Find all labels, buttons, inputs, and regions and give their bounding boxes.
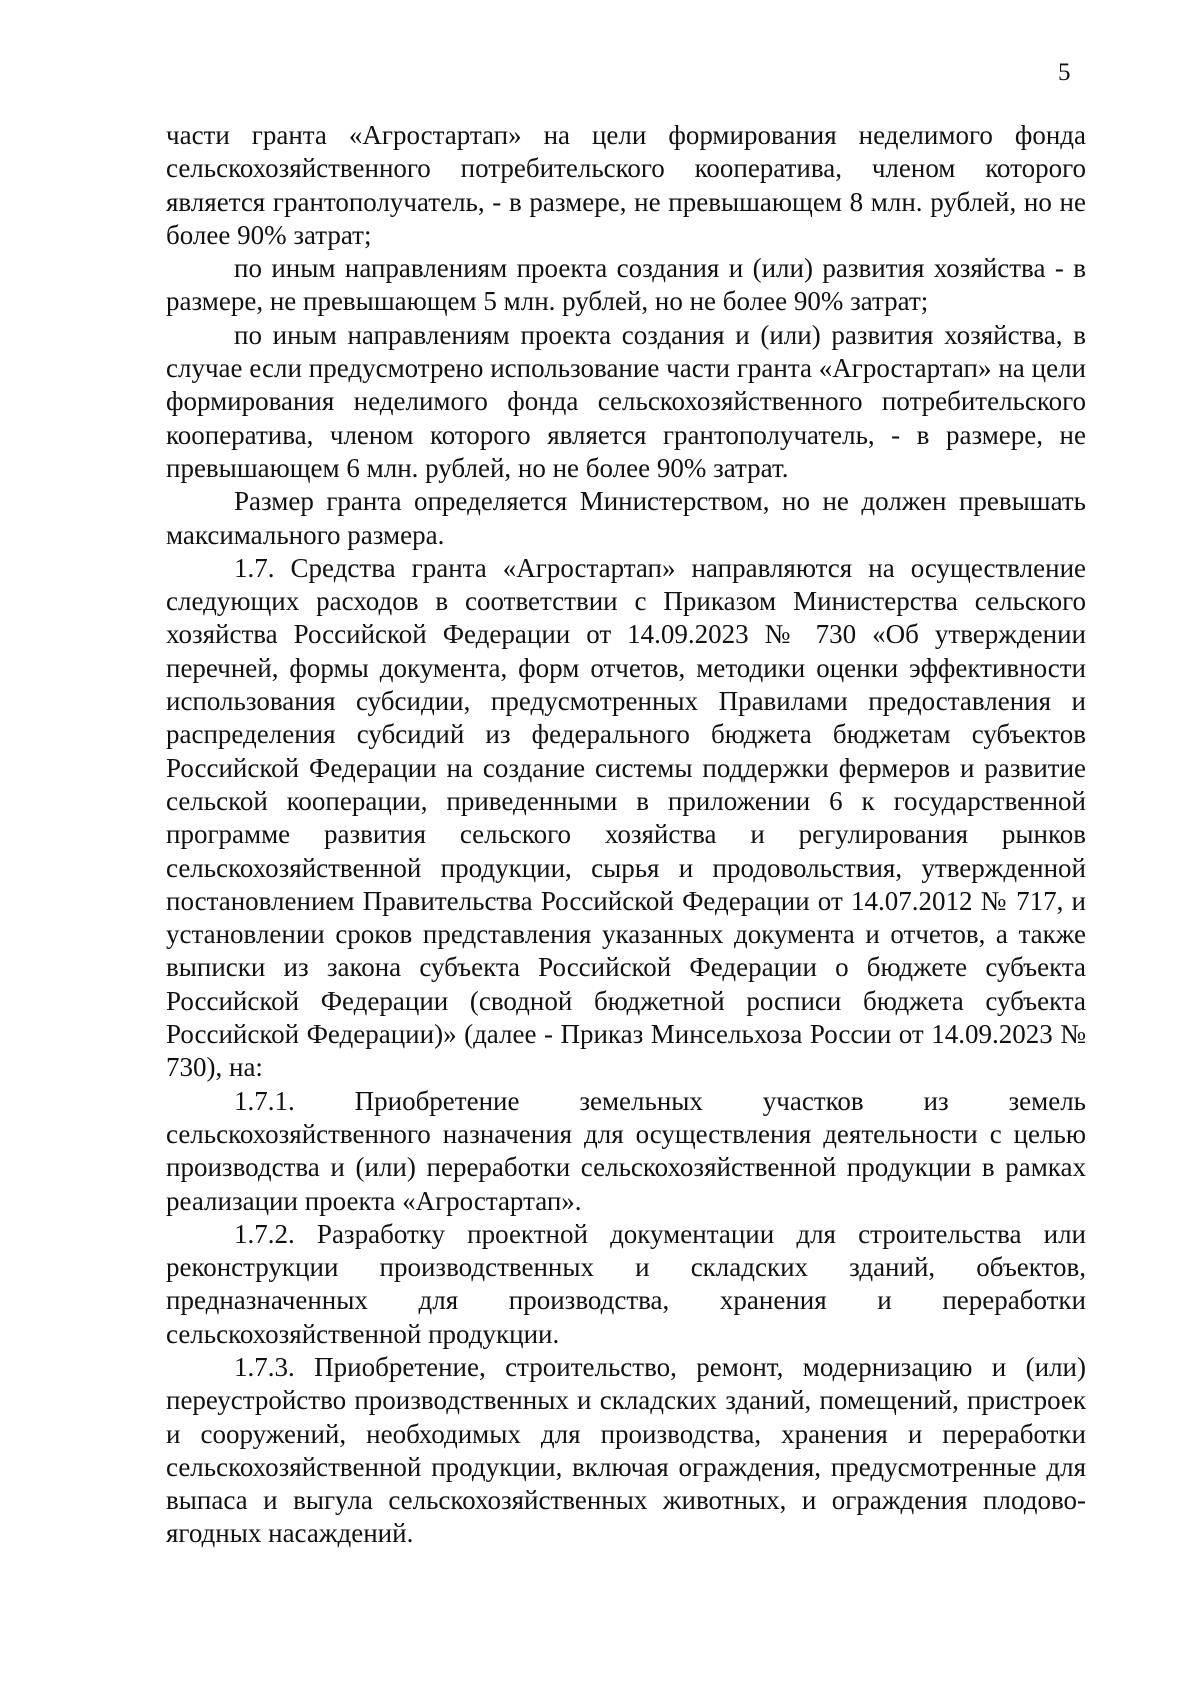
document-body — [166, 119, 1086, 1551]
paragraph: по иным направлениям проекта создания и (или) развития хозяйства - в размере, не превышающем 5 млн. рублей, но не более 90% затрат; — [166, 253, 1086, 317]
paragraph: Размер гранта определяется Министерством, но не должен превышать максимального размера. — [166, 486, 1086, 550]
paragraph-section-1-7-3: 1.7.3. Приобретение, строительство, ремонт, модернизацию и (или) переустройство производственных и складских зданий, помещений, пристроек и сооружений, необходимых для производства, хранения и переработки сельскохозяйственной продукции, включая ограждения, предусмотренные для выпаса и выгула сельскохозяйственных животных, и ограждения плодово-ягодных насаждений. — [166, 1351, 1086, 1549]
paragraph-section-1-7-1: 1.7.1. Приобретение земельных участков из земель сельскохозяйственного назначения для осуществления деятельности с целью производства и (или) переработки сельскохозяйственной продукции в рамках реализации проекта «Агростартап». — [166, 1085, 1086, 1216]
paragraph: по иным направлениям проекта создания и (или) развития хозяйства, в случае если предусмотрено использование части гранта «Агростартап» на цели формирования неделимого фонда сельскохозяйственного потребительского кооператива, членом которого является грантополучатель, - в размере, не превышающем 6 млн. рублей, но не более 90% затрат. — [166, 319, 1086, 483]
paragraph-continuation: части гранта «Агростартап» на цели формирования неделимого фонда сельскохозяйственного потребительского кооператива, членом которого является грантополучатель, - в размере, не превышающем 8 млн. рублей, но не более 90% затрат; — [166, 120, 1086, 250]
paragraph-section-1-7-2: 1.7.2. Разработку проектной документации для строительства или реконструкции производственных и складских зданий, объектов, предназначенных для производства, хранения и переработки сельскохозяйственной продукции. — [166, 1218, 1086, 1349]
page-number: 5 — [1058, 59, 1071, 86]
paragraph-section-1-7: 1.7. Средства гранта «Агростартап» направляются на осуществление следующих расходов в соответствии с Приказом Министерства сельского хозяйства Российской Федерации от 14.09.2023 № 730 «Об утверждении перечней, формы документа, форм отчетов, методики оценки эффективности использования субсидии, предусмотренных Правилами предоставления и распределения субсидий из федерального бюджета бюджетам субъектов Российской Федерации на создание системы поддержки фермеров и развитие сельской кооперации, приведенными в приложении 6 к государственной программе развития сельского хозяйства и регулирования рынков сельскохозяйственной продукции, сырья и продовольствия, утвержденной постановлением Правительства Российской Федерации от 14.07.2012 № 717, и установлении сроков представления указанных документа и отчетов, а также выписки из закона субъекта Российской Федерации о бюджете субъекта Российской Федерации (сводной бюджетной росписи бюджета субъекта Российской Федерации)» (далее - Приказ Минсельхоза России от 14.09.2023 № 730), на: — [166, 552, 1086, 1083]
